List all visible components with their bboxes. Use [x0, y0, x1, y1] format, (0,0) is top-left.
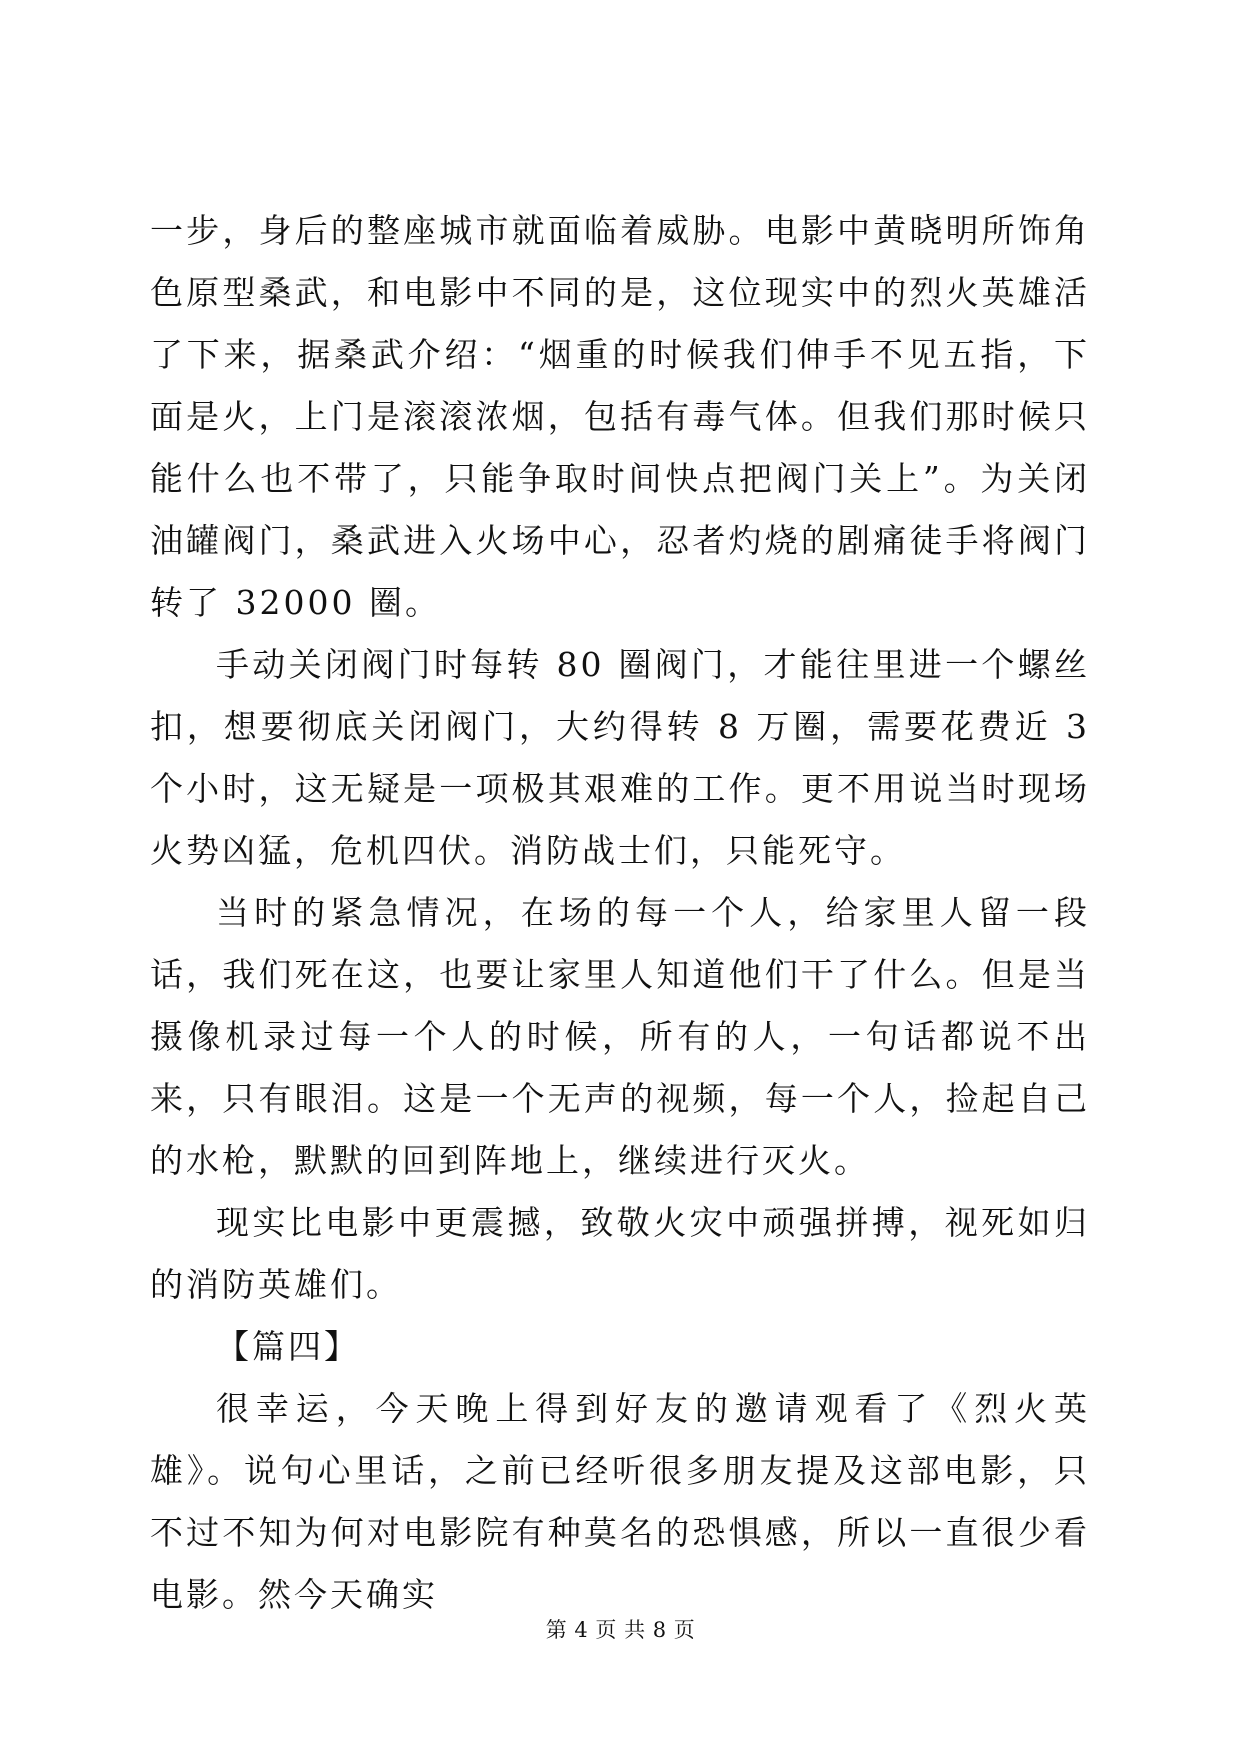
paragraph-valve-closing: 手动关闭阀门时每转 80 圈阀门，才能往里进一个螺丝扣，想要彻底关闭阀门，大约得转 8 万圈，需要花费近 3 个小时，这无疑是一项极其艰难的工作。更不用说当时现场火势凶猛，危机四伏。消防战士们，只能死守。	[150, 645, 1090, 870]
paragraph-tribute: 现实比电影中更震撼，致敬火灾中顽强拼搏，视死如归的消防英雄们。	[150, 1203, 1090, 1304]
paragraph-sangwu-account: 一步，身后的整座城市就面临着威胁。电影中黄晓明所饰角色原型桑武，和电影中不同的是，这位现实中的烈火英雄活了下来，据桑武介绍：“烟重的时候我们伸手不见五指，下面是火，上门是滚滚浓烟，包括有毒气体。但我们那时候只能什么也不带了，只能争取时间快点把阀门关上”。为关闭油罐阀门，桑武进入火场中心，忍者灼烧的剧痛徒手将阀门转了 32000 圈。	[150, 211, 1090, 622]
page-number-label: 第 4 页 共 8 页	[545, 1618, 696, 1642]
paragraph-section-four-intro: 很幸运，今天晚上得到好友的邀请观看了《烈火英雄》。说句心里话，之前已经听很多朋友提及这部电影，只不过不知为何对电影院有种莫名的恐惧感，所以一直很少看电影。然今天确实	[150, 1389, 1090, 1614]
paragraph-emergency-situation: 当时的紧急情况，在场的每一个人，给家里人留一段话，我们死在这，也要让家里人知道他们干了什么。但是当摄像机录过每一个人的时候，所有的人，一句话都说不出来，只有眼泪。这是一个无声的视频，每一个人，捡起自己的水枪，默默的回到阵地上，继续进行灭火。	[150, 893, 1090, 1180]
page-footer	[0, 1614, 1241, 1644]
document-body	[150, 200, 1090, 1626]
section-heading: 【篇四】	[216, 1327, 360, 1366]
